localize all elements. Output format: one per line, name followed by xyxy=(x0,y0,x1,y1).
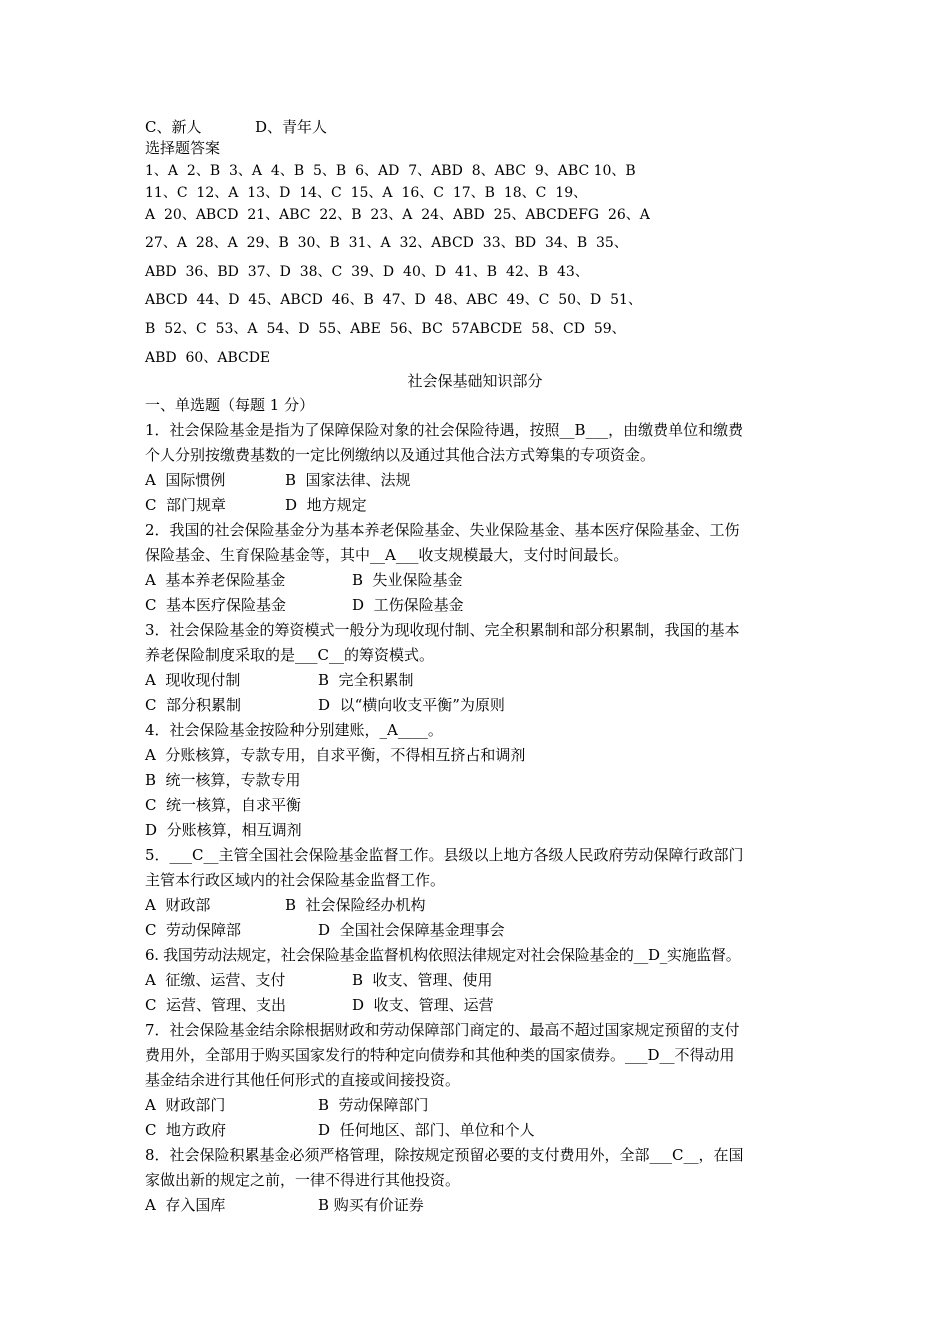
option: D 全国社会保障基金理事会 xyxy=(318,921,505,939)
answers-line: ABD 36、BD 37、D 38、C 39、D 40、D 41、B 42、B 43、 xyxy=(145,264,589,280)
question-text: 保险基金、生育保险基金等，其中__A___收支规模最大，支付时间最长。 xyxy=(145,546,629,564)
question-text: 5．___C__主管全国社会保险基金监督工作。县级以上地方各级人民政府劳动保障行政部门 xyxy=(145,846,744,864)
answers-line: 1、A 2、B 3、A 4、B 5、B 6、AD 7、ABD 8、ABC 9、ABC 10、B xyxy=(145,163,636,179)
option: B 劳动保障部门 xyxy=(318,1096,429,1114)
option: D 分账核算，相互调剂 xyxy=(145,821,302,839)
answers-title: 选择题答案 xyxy=(145,139,221,157)
option: A 现收现付制 xyxy=(145,671,241,689)
option: C 基本医疗保险基金 xyxy=(145,596,287,614)
option: C 部分积累制 xyxy=(145,696,242,714)
option: C 劳动保障部 xyxy=(145,921,242,939)
question-text: 4．社会保险基金按险种分别建账，_A____。 xyxy=(145,721,443,739)
question-text: 3．社会保险基金的筹资模式一般分为现收现付制、完全积累制和部分积累制，我国的基本 xyxy=(145,621,740,639)
answers-line: B 52、C 53、A 54、D 55、ABE 56、BC 57ABCDE 58、CD 59、 xyxy=(145,321,626,337)
option: C 地方政府 xyxy=(145,1121,227,1139)
option: C 部门规章 xyxy=(145,496,227,514)
question-text: 费用外，全部用于购买国家发行的特种定向债券和其他种类的国家债券。___D__不得动用 xyxy=(145,1046,735,1064)
option: A 财政部门 xyxy=(145,1096,226,1114)
option: B 国家法律、法规 xyxy=(285,471,411,489)
question-text: 养老保险制度采取的是___C__的筹资模式。 xyxy=(145,646,434,664)
option: D 以“横向收支平衡”为原则 xyxy=(318,696,505,714)
option: B 收支、管理、使用 xyxy=(352,971,493,989)
question-text: 基金结余进行其他任何形式的直接或间接投资。 xyxy=(145,1071,461,1089)
question-text: 6. 我国劳动法规定，社会保险基金监督机构依照法律规定对社会保险基金的__D_实施监督。 xyxy=(145,946,741,964)
option: A 存入国库 xyxy=(145,1196,226,1214)
option: C 统一核算，自求平衡 xyxy=(145,796,302,814)
question-text: 1．社会保险基金是指为了保障保险对象的社会保险待遇，按照__B___，由缴费单位和缴费 xyxy=(145,421,744,439)
option: D 工伤保险基金 xyxy=(352,596,464,614)
part-title: 一、单选题（每题 1 分） xyxy=(145,396,315,414)
question-text: 个人分别按缴费基数的一定比例缴纳以及通过其他合法方式筹集的专项资金。 xyxy=(145,446,656,464)
question-text: 2．我国的社会保险基金分为基本养老保险基金、失业保险基金、基本医疗保险基金、工伤 xyxy=(145,521,740,539)
option: D 任何地区、部门、单位和个人 xyxy=(318,1121,535,1139)
option: A 征缴、运营、支付 xyxy=(145,971,286,989)
option: B 社会保险经办机构 xyxy=(285,896,426,914)
answers-line: ABCD 44、D 45、ABCD 46、B 47、D 48、ABC 49、C 50、D 51、 xyxy=(145,292,642,308)
answers-line: 11、C 12、A 13、D 14、C 15、A 16、C 17、B 18、C 19、 xyxy=(145,185,588,201)
option: A 财政部 xyxy=(145,896,211,914)
question-text: 家做出新的规定之前，一律不得进行其他投资。 xyxy=(145,1171,461,1189)
option: A 国际惯例 xyxy=(145,471,226,489)
question-text: 主管本行政区域内的社会保险基金监督工作。 xyxy=(145,871,446,889)
question-text: 8．社会保险积累基金必须严格管理，除按规定预留必要的支付费用外，全部___C__，在国 xyxy=(145,1146,744,1164)
option: A 分账核算，专款专用，自求平衡，不得相互挤占和调剂 xyxy=(145,746,526,764)
option-c-top: C、新人 xyxy=(145,118,202,136)
answers-line: ABD 60、ABCDE xyxy=(145,350,271,366)
option: A 基本养老保险基金 xyxy=(145,571,286,589)
question-text: 7．社会保险基金结余除根据财政和劳动保障部门商定的、最高不超过国家规定预留的支付 xyxy=(145,1021,740,1039)
option: B 完全积累制 xyxy=(318,671,414,689)
answers-line: 27、A 28、A 29、B 30、B 31、A 32、ABCD 33、BD 34、B 35、 xyxy=(145,235,628,251)
option: B 统一核算，专款专用 xyxy=(145,771,301,789)
section-title: 社会保基础知识部分 xyxy=(407,372,543,390)
option: C 运营、管理、支出 xyxy=(145,996,287,1014)
option: B 失业保险基金 xyxy=(352,571,463,589)
option: B 购买有价证券 xyxy=(318,1196,424,1214)
option: D 地方规定 xyxy=(285,496,367,514)
answers-line: A 20、ABCD 21、ABC 22、B 23、A 24、ABD 25、ABCDEFG 26、A xyxy=(145,207,650,223)
option-d-top: D、青年人 xyxy=(255,118,328,136)
option: D 收支、管理、运营 xyxy=(352,996,494,1014)
